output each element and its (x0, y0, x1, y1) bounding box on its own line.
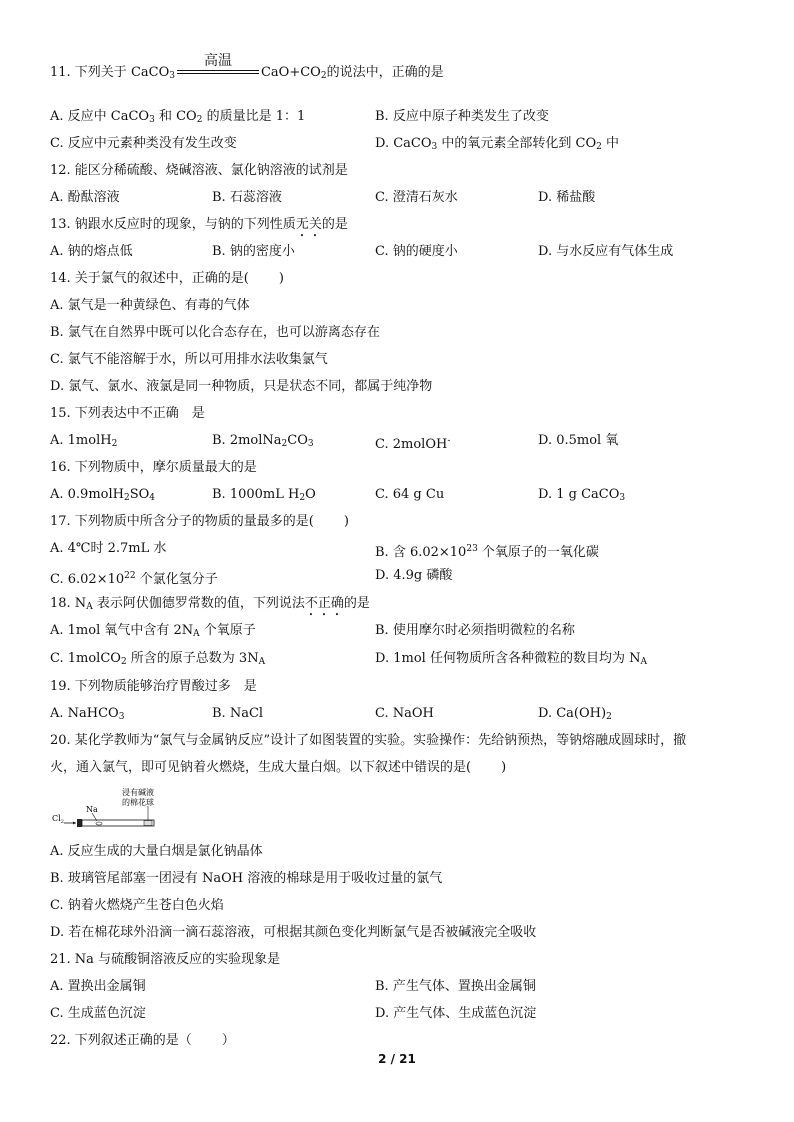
q21-option-c[interactable]: C. 生成蓝色沉淀 (50, 1006, 146, 1021)
question-11-stem (50, 53, 444, 85)
question-22-stem (50, 1032, 235, 1050)
q11-d-sub2: 2 (596, 142, 602, 152)
sodium-piece (96, 822, 102, 825)
q18-option-c[interactable] (50, 650, 265, 671)
q15-c-sup: - (447, 436, 451, 446)
glass-tube (82, 820, 154, 826)
q19-option-b[interactable]: B. NaCl (212, 706, 264, 721)
q18-option-a[interactable] (50, 622, 256, 643)
fig-label-line2: 的棉花球 (122, 798, 154, 807)
q11-d-text3: 中 (601, 136, 620, 151)
q16-a-sub1: 2 (123, 493, 130, 503)
q11-d-text2: 中的氧元素全部转化到 CO (437, 136, 597, 151)
q11-text-post: CaO+CO (260, 65, 321, 80)
q18-c-text2: 所含的原子总数为 3N (126, 651, 259, 666)
q17-option-d[interactable]: D. 4.9g 磷酸 (375, 568, 453, 583)
q12-option-a[interactable]: A. 酚酞溶液 (50, 190, 120, 205)
q16-d-sub: 3 (619, 493, 626, 503)
q15-b-text: B. 2molNa (212, 433, 282, 448)
q12-option-c[interactable]: C. 澄清石灰水 (375, 190, 458, 205)
q15-b-sub2: 3 (307, 439, 314, 449)
question-21-stem: 21. Na 与硫酸铜溶液反应的实验现象是 (50, 952, 281, 967)
question-17-stem (50, 513, 349, 531)
q18-c-sub2: A (258, 657, 266, 667)
q18-a-sub: A (193, 629, 200, 639)
q13-stem-text: 13. 钠跟水反应时的现象，与钠的下列性质 (50, 217, 296, 232)
q18-a-text: A. 1mol 氧气中含有 2N (50, 623, 194, 638)
q18-c-text: C. 1molCO (50, 651, 121, 666)
q12-option-d[interactable]: D. 稀盐酸 (538, 190, 596, 205)
q11-d-text: D. CaCO (375, 136, 432, 151)
q14-option-c[interactable]: C. 氯气不能溶解于水，所以可用排水法收集氯气 (50, 352, 328, 367)
q17-b-text: B. 含 6.02×10 (375, 545, 467, 560)
q20-option-b[interactable]: B. 玻璃管尾部塞一团浸有 NaOH 溶液的棉球是用于吸收过量的氯气 (50, 871, 443, 886)
q16-d-text: D. 1 g CaCO (538, 487, 620, 502)
q11-a-text3: 的质量比是 1：1 (202, 109, 306, 124)
q18-stem-text2: 表示阿伏伽德罗常数的值，下列说法 (92, 596, 305, 611)
q13-stem-end: 的是 (321, 217, 348, 232)
q16-b-text: B. 1000mL H (212, 487, 300, 502)
question-12-stem: 12. 能区分稀硫酸、烧碱溶液、氯化钠溶液的试剂是 (50, 163, 348, 178)
q16-option-a[interactable] (50, 486, 155, 507)
question-19-stem: 19. 下列物质能够治疗胃酸过多 是 (50, 679, 257, 694)
q16-a-text2: SO (129, 487, 150, 502)
q14-option-a[interactable]: A. 氯气是一种黄绿色、有毒的气体 (50, 298, 250, 313)
q22-stem-text: 22. 下列叙述正确的是（ (50, 1033, 192, 1048)
fig-label-line1: 浸有碱液 (122, 788, 154, 797)
q18-stem-text: 18. N (50, 596, 87, 611)
q11-option-b[interactable]: B. 反应中原子种类发生了改变 (375, 109, 549, 124)
q20-option-c[interactable]: C. 钠着火燃烧产生苍白色火焰 (50, 898, 224, 913)
reaction-condition-label: 高温 (203, 53, 232, 69)
q11-a-sub1: 3 (149, 115, 155, 125)
fig-cl-label: $Cl_2$ (52, 814, 64, 825)
q21-option-a[interactable]: A. 置换出金属铜 (50, 979, 146, 994)
q11-sub: 3 (169, 71, 175, 81)
q19-a-sub: 3 (118, 712, 125, 722)
q21-option-d[interactable]: D. 产生气体、生成蓝色沉淀 (375, 1006, 537, 1021)
q15-b-text2: CO (287, 433, 308, 448)
q14-option-b[interactable]: B. 氯气在自然界中既可以化合态存在，也可以游离态存在 (50, 325, 380, 340)
q11-option-c[interactable]: C. 反应中元素种类没有发生改变 (50, 136, 237, 151)
q20-option-a[interactable]: A. 反应生成的大量白烟是氯化钠晶体 (50, 844, 263, 859)
q19-option-d[interactable] (538, 705, 612, 726)
q16-option-b[interactable] (212, 486, 316, 507)
q20-stem-text: 火，通入氯气，即可见钠着火燃烧，生成大量白烟。以下叙述中错误的是( (50, 760, 472, 775)
q12-option-b[interactable]: B. 石蕊溶液 (212, 190, 282, 205)
q14-stem-paren: ) (278, 271, 284, 286)
q17-option-c[interactable] (50, 567, 218, 589)
q20-stem-paren: ) (501, 760, 507, 775)
q13-emphasis: 无关 (295, 217, 322, 232)
q18-option-d[interactable] (375, 650, 647, 671)
q15-option-a[interactable] (50, 432, 117, 453)
question-20-stem-line2 (50, 759, 506, 777)
q18-c-sub1: 2 (120, 657, 127, 667)
reaction-condition-arrow (177, 53, 259, 82)
q11-text-end: 的说法中，正确的是 (326, 65, 444, 80)
q21-option-b[interactable]: B. 产生气体、置换出金属铜 (375, 979, 536, 994)
fig-na-label: Na (86, 805, 98, 814)
question-16-stem: 16. 下列物质中，摩尔质量最大的是 (50, 460, 257, 475)
q18-emphasis: 不正确 (304, 596, 344, 611)
q19-option-a[interactable] (50, 705, 124, 726)
q15-option-d[interactable]: D. 0.5mol 氧 (538, 433, 619, 448)
q17-option-a[interactable]: A. 4℃时 2.7mL 水 (50, 541, 167, 556)
q22-stem-paren: ） (221, 1033, 235, 1048)
q13-option-b[interactable]: B. 钠的密度小 (212, 244, 295, 259)
apparatus-diagram (52, 786, 172, 836)
q11-a-sub2: 2 (196, 115, 203, 125)
q18-a-text2: 个氧原子 (199, 623, 256, 638)
q11-a-text: A. 反应中 CaCO (50, 109, 150, 124)
q19-d-sub: 2 (606, 712, 612, 722)
q18-d-sub: A (640, 657, 647, 667)
q20-option-d[interactable]: D. 若在棉花球外沿滴一滴石蕊溶液，可根据其颜色变化判断氯气是否被碱液完全吸收 (50, 925, 537, 940)
q13-option-d[interactable]: D. 与水反应有气体生成 (538, 244, 674, 259)
q16-a-sub2: 4 (149, 493, 156, 503)
q17-stem-text: 17. 下列物质中所含分子的物质的量最多的是( (50, 514, 314, 529)
q19-d-text: D. Ca(OH) (538, 706, 607, 721)
q15-c-text: C. 2molOH (375, 437, 448, 452)
q17-b-sup: 23 (466, 544, 478, 554)
q16-b-sub: 2 (299, 493, 306, 503)
q17-stem-paren: ) (343, 514, 349, 529)
q16-option-d[interactable] (538, 486, 625, 507)
q15-a-sub: 2 (111, 439, 118, 449)
gas-arrow-icon (73, 822, 76, 825)
q16-option-c[interactable]: C. 64 g Cu (375, 487, 445, 502)
question-14-stem (50, 270, 284, 288)
q11-d-sub1: 3 (431, 142, 438, 152)
q17-option-b[interactable] (375, 540, 599, 562)
q15-a-text: A. 1molH (50, 433, 112, 448)
q11-sub2: 2 (320, 71, 327, 81)
cotton-ball (144, 821, 152, 826)
q16-b-text2: O (305, 487, 316, 502)
q18-stem-end: 的是 (343, 596, 370, 611)
q17-c-text: C. 6.02×10 (50, 572, 125, 587)
q18-stem-sub: A (86, 602, 93, 612)
q14-stem-text: 14. 关于氯气的叙述中，正确的是( (50, 271, 249, 286)
q19-a-text: A. NaHCO (50, 706, 119, 721)
q16-a-text: A. 0.9molH (50, 487, 124, 502)
q15-option-b[interactable] (212, 432, 314, 453)
q17-b-text2: 个氧原子的一氧化碳 (477, 545, 599, 560)
page-number: 2 / 21 (378, 1052, 416, 1066)
question-15-stem: 15. 下列表达中不正确 是 (50, 406, 205, 421)
stopper (77, 819, 82, 827)
q14-option-d[interactable]: D. 氯气、氯水、液氯是同一种物质，只是状态不同，都属于纯净物 (50, 379, 433, 394)
q19-option-c[interactable]: C. NaOH (375, 706, 434, 721)
q13-option-a[interactable]: A. 钠的熔点低 (50, 244, 133, 259)
q15-option-c[interactable] (375, 432, 450, 454)
q18-d-text: D. 1mol 任何物质所含各种微粒的数目均为 N (375, 651, 641, 666)
question-20-stem-line1: 20. 某化学教师为“氯气与金属钠反应”设计了如图装置的实验。实验操作：先给钠预热，等钠熔融成圆球时，撤 (50, 733, 687, 748)
q11-option-d[interactable] (375, 135, 619, 156)
q11-text-pre: 11. 下列关于 CaCO (50, 65, 170, 80)
question-13-stem (50, 216, 348, 240)
q18-option-b[interactable]: B. 使用摩尔时必须指明微粒的名称 (375, 623, 575, 638)
q11-a-text2: 和 CO (154, 109, 197, 124)
q15-b-sub1: 2 (281, 439, 288, 449)
q17-c-text2: 个氯化氢分子 (135, 572, 218, 587)
q17-c-sup: 22 (124, 571, 136, 581)
q11-option-a[interactable] (50, 108, 305, 129)
question-18-stem (50, 595, 370, 619)
q13-option-c[interactable]: C. 钠的硬度小 (375, 244, 458, 259)
